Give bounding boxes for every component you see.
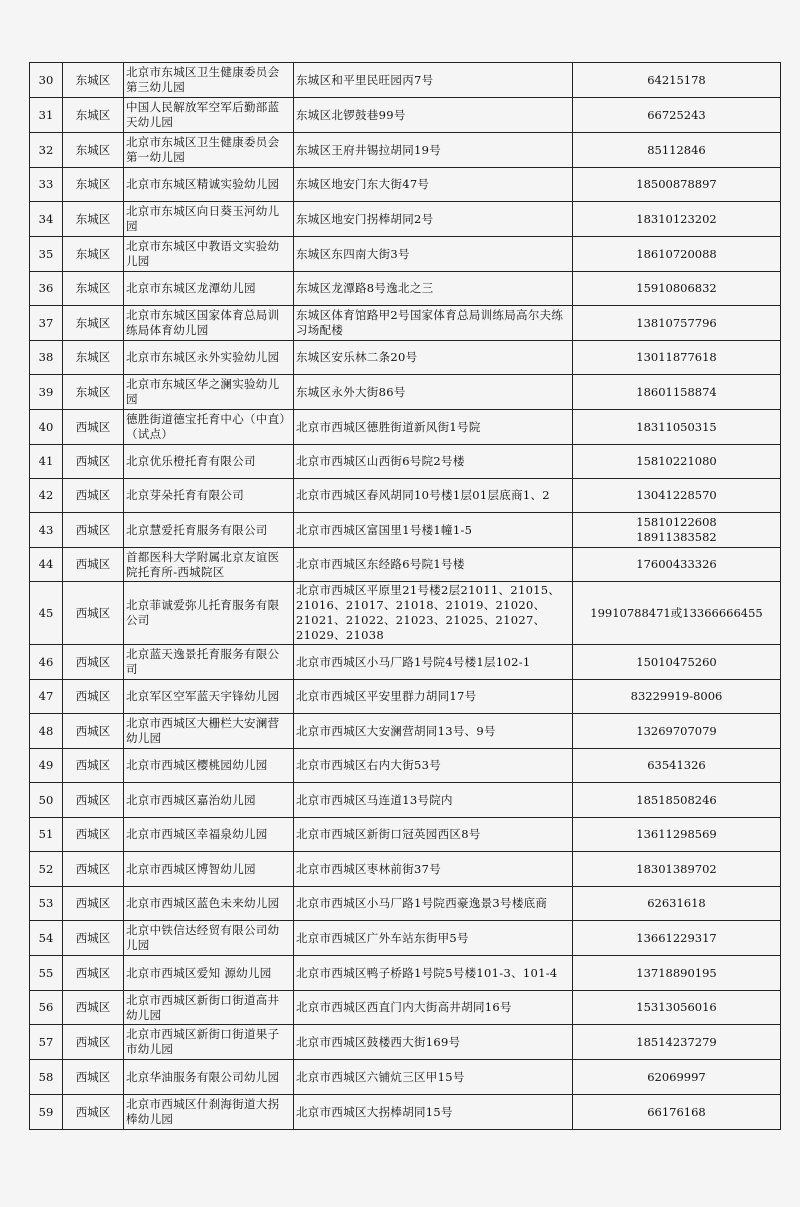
address-cell: 北京市西城区平安里群力胡同17号: [294, 680, 573, 714]
table-row: [30, 341, 781, 375]
institution-name-cell: 北京市西城区蓝色未来幼儿园: [124, 887, 294, 921]
address-cell: 北京市西城区枣林前街37号: [294, 852, 573, 887]
district-cell: 西城区: [63, 749, 124, 783]
table-row: [30, 306, 781, 341]
table-row: [30, 548, 781, 582]
phone-cell: 18610720088: [573, 237, 781, 272]
district-cell: 西城区: [63, 956, 124, 991]
table-row: [30, 133, 781, 168]
phone-cell: 15810122608 18911383582: [573, 513, 781, 548]
row-number: 47: [30, 680, 63, 714]
institution-name-cell: 北京市西城区什刹海街道大拐棒幼儿园: [124, 1095, 294, 1130]
table-row: [30, 375, 781, 410]
phone-cell: 85112846: [573, 133, 781, 168]
row-number: 34: [30, 202, 63, 237]
address-cell: 东城区永外大街86号: [294, 375, 573, 410]
phone-cell: 15910806832: [573, 272, 781, 306]
row-number: 59: [30, 1095, 63, 1130]
address-cell: 东城区王府井锡拉胡同19号: [294, 133, 573, 168]
district-cell: 西城区: [63, 887, 124, 921]
phone-cell: 62631618: [573, 887, 781, 921]
phone-cell: 17600433326: [573, 548, 781, 582]
row-number: 37: [30, 306, 63, 341]
phone-cell: 18514237279: [573, 1025, 781, 1060]
row-number: 44: [30, 548, 63, 582]
address-cell: 东城区北锣鼓巷99号: [294, 98, 573, 133]
phone-cell: 13718890195: [573, 956, 781, 991]
phone-cell: 62069997: [573, 1060, 781, 1095]
phone-cell: 18301389702: [573, 852, 781, 887]
row-number: 49: [30, 749, 63, 783]
address-cell: 东城区地安门东大街47号: [294, 168, 573, 202]
address-cell: 北京市西城区平原里21号楼2层21011、21015、21016、21017、21018、21019、21020、21021、21022、21023、21025、21027、21029、21038: [294, 582, 573, 645]
district-cell: 西城区: [63, 714, 124, 749]
institution-name-cell: 北京市西城区幸福泉幼儿园: [124, 818, 294, 852]
district-cell: 东城区: [63, 306, 124, 341]
district-cell: 东城区: [63, 98, 124, 133]
address-cell: 北京市西城区鸭子桥路1号院5号楼101-3、101-4: [294, 956, 573, 991]
address-cell: 北京市西城区六铺炕三区甲15号: [294, 1060, 573, 1095]
row-number: 36: [30, 272, 63, 306]
row-number: 53: [30, 887, 63, 921]
institution-name-cell: 北京华油服务有限公司幼儿园: [124, 1060, 294, 1095]
address-cell: 北京市西城区鼓楼西大街169号: [294, 1025, 573, 1060]
phone-cell: 66725243: [573, 98, 781, 133]
row-number: 42: [30, 479, 63, 513]
institution-name-cell: 北京优乐橙托育有限公司: [124, 445, 294, 479]
address-cell: 东城区地安门拐棒胡同2号: [294, 202, 573, 237]
institution-name-cell: 北京市东城区永外实验幼儿园: [124, 341, 294, 375]
row-number: 48: [30, 714, 63, 749]
row-number: 58: [30, 1060, 63, 1095]
phone-cell: 13611298569: [573, 818, 781, 852]
district-cell: 西城区: [63, 645, 124, 680]
row-number: 55: [30, 956, 63, 991]
institution-name-cell: 北京市东城区龙潭幼儿园: [124, 272, 294, 306]
phone-cell: 18601158874: [573, 375, 781, 410]
row-number: 38: [30, 341, 63, 375]
address-cell: 北京市西城区右内大街53号: [294, 749, 573, 783]
institution-name-cell: 北京中铁信达经贸有限公司幼儿园: [124, 921, 294, 956]
row-number: 35: [30, 237, 63, 272]
district-cell: 东城区: [63, 341, 124, 375]
table-row: [30, 1095, 781, 1130]
phone-cell: 15810221080: [573, 445, 781, 479]
address-cell: 北京市西城区德胜街道新风街1号院: [294, 410, 573, 445]
address-cell: 北京市西城区大安澜营胡同13号、9号: [294, 714, 573, 749]
district-cell: 西城区: [63, 548, 124, 582]
institution-name-cell: 北京市东城区中教语文实验幼儿园: [124, 237, 294, 272]
institution-name-cell: 北京菲诚爱弥儿托育服务有限公司: [124, 582, 294, 645]
row-number: 52: [30, 852, 63, 887]
institution-name-cell: 中国人民解放军空军后勤部蓝天幼儿园: [124, 98, 294, 133]
table-row: [30, 272, 781, 306]
table-row: [30, 168, 781, 202]
district-cell: 西城区: [63, 1095, 124, 1130]
row-number: 46: [30, 645, 63, 680]
institution-name-cell: 北京市西城区樱桃园幼儿园: [124, 749, 294, 783]
row-number: 32: [30, 133, 63, 168]
table-row: [30, 991, 781, 1025]
institution-name-cell: 北京芽朵托育有限公司: [124, 479, 294, 513]
institution-name-cell: 北京军区空军蓝天宇锋幼儿园: [124, 680, 294, 714]
district-cell: 东城区: [63, 375, 124, 410]
table-row: [30, 887, 781, 921]
row-number: 33: [30, 168, 63, 202]
district-cell: 东城区: [63, 168, 124, 202]
institution-name-cell: 德胜街道德宝托育中心（中直）（试点）: [124, 410, 294, 445]
phone-cell: 15313056016: [573, 991, 781, 1025]
phone-cell: 64215178: [573, 63, 781, 98]
institution-name-cell: 北京市东城区卫生健康委员会第三幼儿园: [124, 63, 294, 98]
district-cell: 西城区: [63, 680, 124, 714]
district-cell: 西城区: [63, 852, 124, 887]
row-number: 41: [30, 445, 63, 479]
institution-name-cell: 北京市东城区华之澜实验幼儿园: [124, 375, 294, 410]
table-row: [30, 445, 781, 479]
address-cell: 东城区安乐林二条20号: [294, 341, 573, 375]
table-row: [30, 783, 781, 818]
address-cell: 东城区龙潭路8号逸北之三: [294, 272, 573, 306]
table-row: [30, 749, 781, 783]
table-row: [30, 921, 781, 956]
table-row: [30, 645, 781, 680]
institution-name-cell: 北京市西城区博智幼儿园: [124, 852, 294, 887]
row-number: 30: [30, 63, 63, 98]
phone-cell: 66176168: [573, 1095, 781, 1130]
row-number: 51: [30, 818, 63, 852]
phone-cell: 18500878897: [573, 168, 781, 202]
table-row: [30, 410, 781, 445]
phone-cell: 13661229317: [573, 921, 781, 956]
row-number: 57: [30, 1025, 63, 1060]
institution-name-cell: 北京市东城区向日葵玉河幼儿园: [124, 202, 294, 237]
row-number: 40: [30, 410, 63, 445]
phone-cell: 18518508246: [573, 783, 781, 818]
address-cell: 北京市西城区广外车站东街甲5号: [294, 921, 573, 956]
phone-cell: 18311050315: [573, 410, 781, 445]
institution-name-cell: 北京市东城区卫生健康委员会第一幼儿园: [124, 133, 294, 168]
address-cell: 北京市西城区春风胡同10号楼1层01层底商1、2: [294, 479, 573, 513]
institution-name-cell: 北京慧爱托育服务有限公司: [124, 513, 294, 548]
table-row: [30, 818, 781, 852]
institution-name-cell: 北京市西城区大栅栏大安澜营幼儿园: [124, 714, 294, 749]
district-cell: 东城区: [63, 272, 124, 306]
row-number: 45: [30, 582, 63, 645]
table-row: [30, 98, 781, 133]
phone-cell: 13269707079: [573, 714, 781, 749]
table-row: [30, 680, 781, 714]
district-cell: 东城区: [63, 202, 124, 237]
institution-name-cell: 北京蓝天逸景托育服务有限公司: [124, 645, 294, 680]
row-number: 43: [30, 513, 63, 548]
table-row: [30, 202, 781, 237]
district-cell: 西城区: [63, 479, 124, 513]
district-cell: 东城区: [63, 133, 124, 168]
row-number: 54: [30, 921, 63, 956]
address-cell: 北京市西城区小马厂路1号院西豪逸景3号楼底商: [294, 887, 573, 921]
table-row: [30, 479, 781, 513]
institution-name-cell: 北京市西城区新街口街道果子市幼儿园: [124, 1025, 294, 1060]
district-cell: 西城区: [63, 513, 124, 548]
table-row: [30, 1060, 781, 1095]
phone-cell: 63541326: [573, 749, 781, 783]
table-row: [30, 63, 781, 98]
address-cell: 东城区体育馆路甲2号国家体育总局训练局高尔夫练习场配楼: [294, 306, 573, 341]
district-cell: 东城区: [63, 237, 124, 272]
row-number: 50: [30, 783, 63, 818]
table-row: [30, 237, 781, 272]
table-row: [30, 852, 781, 887]
kindergarten-table: [29, 62, 781, 1130]
phone-cell: 13011877618: [573, 341, 781, 375]
row-number: 56: [30, 991, 63, 1025]
table-row: [30, 582, 781, 645]
row-number: 31: [30, 98, 63, 133]
district-cell: 西城区: [63, 783, 124, 818]
institution-name-cell: 北京市西城区新街口街道高井幼儿园: [124, 991, 294, 1025]
district-cell: 西城区: [63, 582, 124, 645]
address-cell: 北京市西城区大拐棒胡同15号: [294, 1095, 573, 1130]
phone-cell: 83229919-8006: [573, 680, 781, 714]
institution-name-cell: 北京市东城区国家体育总局训练局体育幼儿园: [124, 306, 294, 341]
phone-cell: 18310123202: [573, 202, 781, 237]
table-row: [30, 956, 781, 991]
district-cell: 西城区: [63, 991, 124, 1025]
district-cell: 西城区: [63, 445, 124, 479]
table-row: [30, 714, 781, 749]
institution-name-cell: 首都医科大学附属北京友谊医院托育所-西城院区: [124, 548, 294, 582]
address-cell: 北京市西城区东经路6号院1号楼: [294, 548, 573, 582]
phone-cell: 15010475260: [573, 645, 781, 680]
district-cell: 西城区: [63, 1025, 124, 1060]
address-cell: 北京市西城区马连道13号院内: [294, 783, 573, 818]
phone-cell: 19910788471或13366666455: [573, 582, 781, 645]
district-cell: 西城区: [63, 410, 124, 445]
table-body: [30, 63, 781, 1130]
address-cell: 东城区和平里民旺园丙7号: [294, 63, 573, 98]
district-cell: 西城区: [63, 921, 124, 956]
institution-name-cell: 北京市西城区爱知 源幼儿园: [124, 956, 294, 991]
row-number: 39: [30, 375, 63, 410]
district-cell: 西城区: [63, 1060, 124, 1095]
institution-name-cell: 北京市西城区嘉治幼儿园: [124, 783, 294, 818]
table-row: [30, 1025, 781, 1060]
address-cell: 北京市西城区新街口冠英园西区8号: [294, 818, 573, 852]
table-row: [30, 513, 781, 548]
address-cell: 东城区东四南大街3号: [294, 237, 573, 272]
address-cell: 北京市西城区小马厂路1号院4号楼1层102-1: [294, 645, 573, 680]
institution-name-cell: 北京市东城区精诚实验幼儿园: [124, 168, 294, 202]
district-cell: 东城区: [63, 63, 124, 98]
address-cell: 北京市西城区西直门内大街高井胡同16号: [294, 991, 573, 1025]
phone-cell: 13041228570: [573, 479, 781, 513]
address-cell: 北京市西城区富国里1号楼1幢1-5: [294, 513, 573, 548]
district-cell: 西城区: [63, 818, 124, 852]
address-cell: 北京市西城区山西街6号院2号楼: [294, 445, 573, 479]
phone-cell: 13810757796: [573, 306, 781, 341]
